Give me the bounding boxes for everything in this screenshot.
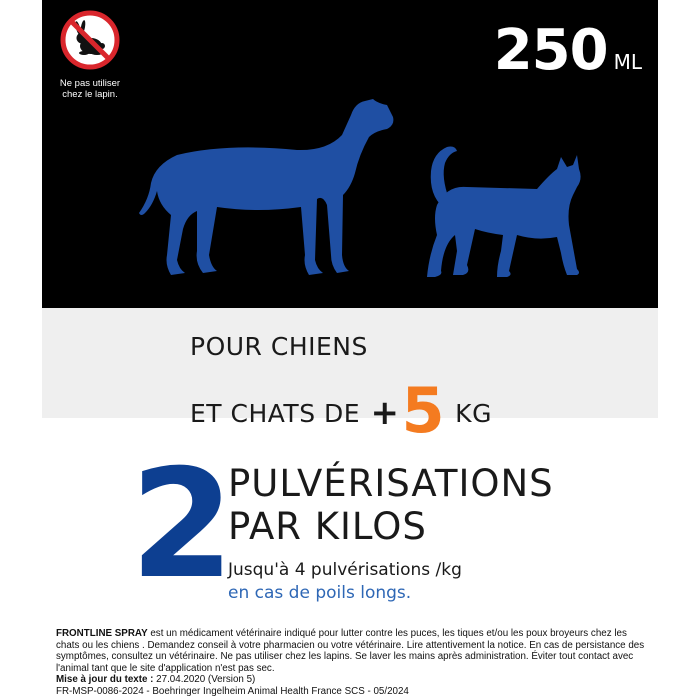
weight-unit: KG: [455, 399, 492, 428]
cat-silhouette: [427, 147, 581, 278]
legal-update-value: 27.04.2020 (Version 5): [153, 674, 256, 686]
volume-label: [494, 18, 642, 83]
target-band: [42, 308, 658, 447]
plus-sign: +: [370, 393, 400, 433]
dose-number: 2: [130, 438, 235, 612]
legal-update: [56, 674, 646, 686]
target-line1: POUR CHIENS: [190, 332, 368, 361]
legal-body: est un médicament vétérinaire indiqué pour lutter contre les puces, les tiques et/ou les poux broyeurs chez les chats ou les chiens . Demandez conseil à votre pharmacien ou votre vétérinaire. Lire attentivement la notice. En cas de persistance des symptômes, consultez un vétérinaire. Ne pas utiliser chez les lapins. Se laver les mains après administration. Éviter tout contact avec l'animal tant que le site d'application n'est pas sec.: [56, 628, 645, 674]
legal-paragraph: [56, 628, 646, 674]
target-line2: [190, 364, 492, 447]
dose-long-hair-text: en cas de poils longs.: [228, 583, 412, 603]
dose-title: [228, 462, 554, 548]
dose-max-text: Jusqu'à 4 pulvérisations /kg: [228, 560, 462, 580]
weight-value: 5: [401, 374, 446, 447]
rabbit-warning-line1: Ne pas utiliser: [59, 78, 121, 89]
target-line2-prefix: ET CHATS DE: [190, 399, 361, 428]
dose-title-line1: PULVÉRISATIONS: [228, 462, 554, 505]
rabbit-warning-text: [48, 78, 132, 100]
header-panel: [42, 0, 658, 308]
legal-update-label: Mise à jour du texte :: [56, 674, 154, 686]
legal-brand: FRONTLINE SPRAY: [56, 628, 148, 639]
dog-silhouette: [139, 99, 393, 275]
volume-unit: ML: [613, 50, 642, 74]
volume-value: 250: [493, 18, 608, 83]
dose-title-line2: PAR KILOS: [228, 505, 427, 548]
rabbit-warning-line2: chez le lapin.: [62, 89, 118, 100]
dog-and-cat-illustration: [137, 95, 587, 285]
legal-reference: FR-MSP-0086-2024 - Boehringer Ingelheim Animal Health France SCS - 05/2024: [56, 685, 409, 697]
no-rabbit-icon: [60, 10, 120, 70]
legal-text: [56, 628, 646, 698]
